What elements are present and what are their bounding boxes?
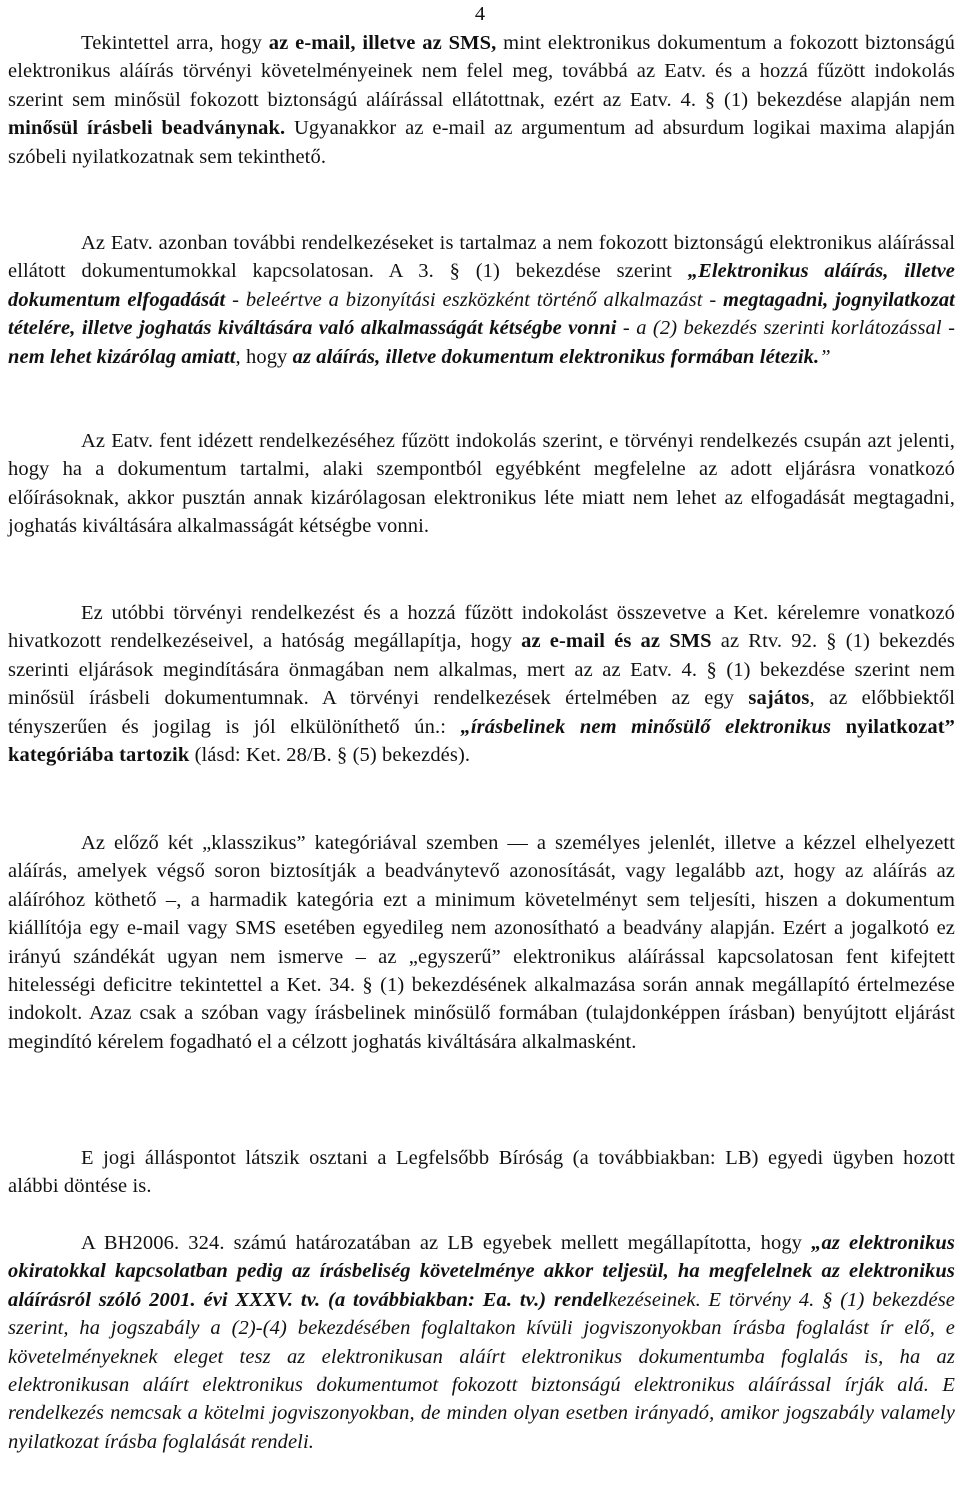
bold-text: minősül írásbeli beadványnak.: [8, 117, 286, 140]
text-run: A BH2006. 324. számú határozatában az LB egyebek mellett megállapította, hogy: [81, 1232, 812, 1254]
italic-text: ”: [819, 345, 831, 368]
text-run: az Rtv. 92. § (1) bekezdés szerinti eljárások megindítására önmagában nem alkalmas, mert az az Eatv. 4. § (1) bekezdése szerint nem minősül írásbeli dokumentumnak. A törvényi rendelkezések értelmében az egy: [8, 630, 955, 710]
text-run: , az előbbiektől tényszerűen és jogilag is jól elkülöníthető ún.:: [8, 687, 955, 738]
page-number: 4: [474, 3, 486, 25]
paragraph-1: [8, 29, 955, 171]
paragraph-7: [8, 1229, 955, 1456]
text-run: E jogi álláspontot látszik osztani a Legfelsőbb Bíróság (a továbbiakban: LB) egyedi ügyben hozott alábbi döntése is.: [8, 1147, 955, 1198]
bold-italic-text: „Elektronikus aláírás, illetve dokumentum elfogadását: [8, 260, 956, 311]
text-run: , hogy: [235, 345, 293, 368]
bold-text: az e-mail, illetve az SMS,: [268, 32, 497, 54]
paragraph-6: [8, 1144, 955, 1201]
italic-text: - a (2) bekezdés szerinti korlátozással -: [616, 317, 956, 340]
italic-text: E törvény 4. § (1) bekezdése szerint, ha jogszabály a (2)-(4) bekezdésében foglaltakon kívüli jogviszonyokban írásba foglalást ír elő, e követelményeknek eleget tesz az elektronikusan aláírt elektronikus dokumentumba foglalás is, ha az elektronikusan aláírt elektronikus dokumentumot fokozott biztonságú elektronikus aláírással írják alá. E rendelkezés nemcsak a kötelmi jogviszonyokban, de minden olyan esetben irányadó, amikor jogszabály valamely nyilatkozat írásba foglalását rendeli.: [8, 1288, 955, 1453]
text-run: (lásd: Ket. 28/B. § (5) bekezdés).: [189, 744, 471, 767]
bold-text: sajátos: [748, 687, 810, 710]
bold-italic-text: megtagadni, jognyilatkozat tételére, illetve joghatás kiváltására való alkalmasságát kétségbe vonni: [8, 288, 955, 340]
paragraph-4: [8, 599, 955, 769]
text-run: Ugyanakkor az e-mail az argumentum ad absurdum logikai maxima alapján szóbeli nyilatkozatnak sem tekinthető.: [8, 117, 955, 168]
text-run: Az Eatv. azonban további rendelkezéseket is tartalmaz a nem fokozott biztonságú elektronikus aláírással ellátott dokumentumokkal kapcsolatosan. A 3. § (1) bekezdése szerint: [8, 232, 955, 283]
bold-text: az e-mail és az SMS: [521, 630, 712, 653]
bold-italic-text: „írásbelinek nem minősülő elektronikus: [460, 715, 832, 738]
text-run: Tekintettel arra, hogy: [81, 32, 269, 54]
bold-text: ” kategóriába tartozik: [8, 715, 955, 767]
italic-text: kezéseinek.: [608, 1288, 701, 1311]
text-run: Az Eatv. fent idézett rendelkezéséhez fűzött indokolás szerint, e törvényi rendelkezés csupán azt jelenti, hogy ha a dokumentum tartalmi, alaki szempontból egyébként megfelelne az adott eljárásra vonatkozó előírásoknak, akkor pusztán annak kizárólagosan elektronikus léte miatt nem lehet az elfogadását megtagadni, joghatás kiváltására alkalmasságát kétségbe vonni.: [8, 430, 955, 538]
paragraph-2: [8, 229, 955, 371]
bold-italic-text: „az elektronikus okiratokkal kapcsolatban pedig az írásbeliség követelménye akkor teljesül, ha megfelelnek az elektronikus aláírásról szóló 2001. évi XXXV. tv. (a továbbiakban: Ea. tv.) rendel: [8, 1232, 955, 1311]
text-run: mint elektronikus dokumentum a fokozott biztonságú elektronikus aláírás törvényi követelményeinek nem felel meg, továbbá az Eatv. és a hozzá fűzött indokolás szerint sem minősül fokozott biztonságú aláírással ellátottnak, ezért az Eatv. 4. § (1) bekezdése alapján nem: [8, 32, 955, 111]
text-run: Az előző két „klasszikus” kategóriával szemben — a személyes jelenlét, illetve a kézzel elhelyezett aláírás, amelyek végső soron biztosítják a beadványtevő azonosítását, vagy legalább azt, hogy az aláírás az aláíróhoz köthető –, a harmadik kategória ezt a minimum követelményt sem teljesíti, hiszen a dokumentum kiállítója egy e-mail vagy SMS esetében egyedileg nem azonosítható a beadvány alapján. Ezért a jogalkotó ez irányú szándékát ugyan nem ismerve – az „egyszerű” elektronikus aláírással kapcsolatosan fent kifejtett hitelességi deficitre tekintettel a Ket. 34. § (1) bekezdésének alkalmazása során annak megállapító értelmezése indokolt. Azaz csak a szóban vagy írásbelinek minősülő formában (tulajdonképpen írásban) benyújtott eljárást megindító kérelem fogadható el a célzott joghatás kiváltására alkalmasként.: [8, 832, 955, 1053]
text-run: Ez utóbbi törvényi rendelkezést és a hozzá fűzött indokolást összevetve a Ket. kérelemre vonatkozó hivatkozott rendelkezéseivel, a hatóság megállapítja, hogy: [8, 602, 955, 653]
paragraph-3: [8, 427, 955, 541]
bold-italic-text: az aláírás, illetve dokumentum elektronikus formában létezik.: [292, 345, 820, 368]
paragraph-5: [8, 829, 955, 1056]
bold-text: nyilatkozat: [831, 715, 945, 738]
bold-italic-text: nem lehet kizárólag amiatt: [8, 345, 236, 368]
italic-text: - beleértve a bizonyítási eszközként történő alkalmazást -: [225, 288, 724, 311]
